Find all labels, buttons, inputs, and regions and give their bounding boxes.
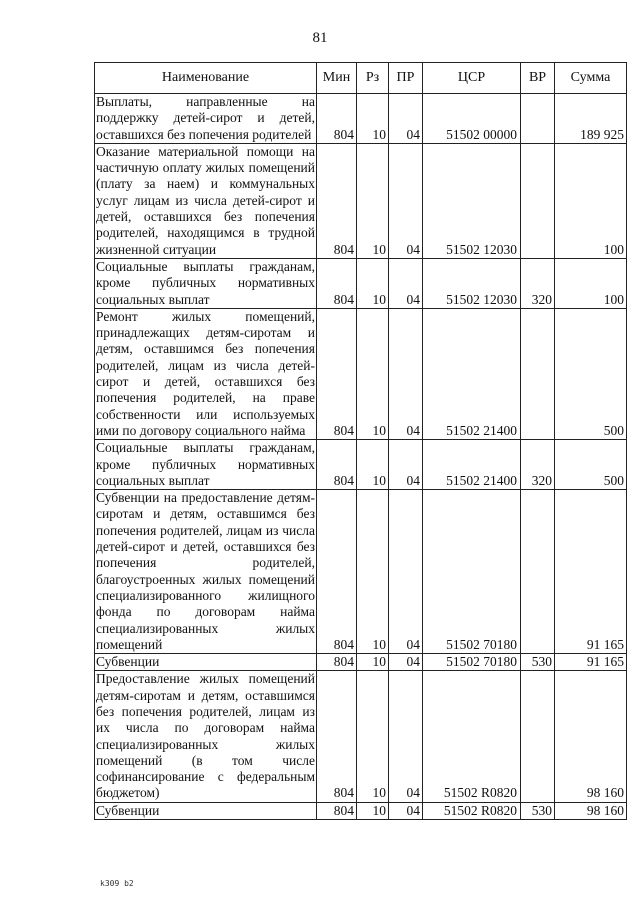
row-name: Выплаты, направленные на поддержку детей-сирот и детей, оставшихся без попечения родителей [96,94,315,142]
budget-table [94,62,627,820]
header-pr: ПР [389,63,423,94]
row-sum: 98 160 [555,671,627,802]
row-name: Социальные выплаты гражданам, кроме публичных нормативных социальных выплат [96,440,315,488]
row-csr: 51502 00000 [423,94,521,144]
row-pr: 04 [389,802,423,819]
row-vr: 320 [521,258,555,308]
row-csr: 51502 70180 [423,654,521,671]
header-vr: ВР [521,63,555,94]
row-rz: 10 [357,802,389,819]
row-csr: 51502 R0820 [423,671,521,802]
row-min: 804 [317,440,357,490]
table-row [95,258,627,308]
row-vr [521,308,555,439]
row-rz: 10 [357,490,389,654]
row-vr: 320 [521,440,555,490]
row-name: Субвенции [95,802,317,819]
table-row [95,802,627,819]
row-vr [521,94,555,144]
row-pr: 04 [389,308,423,439]
row-name: Предоставление жилых помещений детям-сиротам и детям, оставшимся без попечения родителей, лицам из их числа по договорам найма специализированных жилых помещений (в том числе софинансирование с федеральным бюджетом) [96,671,315,801]
row-name: Оказание материальной помощи на частичную оплату жилых помещений (плату за наем) и коммунальных услуг лицам из числа детей-сирот и детей, оставшихся без попечения родителей, находящимся в трудной жизненной ситуации [96,143,315,257]
row-sum: 100 [555,143,627,258]
row-pr: 04 [389,654,423,671]
row-sum: 189 925 [555,94,627,144]
table-row [95,308,627,439]
row-csr: 51502 R0820 [423,802,521,819]
row-pr: 04 [389,671,423,802]
header-csr: ЦСР [423,63,521,94]
row-sum: 98 160 [555,802,627,819]
row-rz: 10 [357,654,389,671]
row-name: Ремонт жилых помещений, принадлежащих детям-сиротам и детям, оставшимся без попечения родителей, лицам из числа детей-сирот и детей, оставшихся без попечения родителей, на праве собственности или используемых ими по договору социального найма [96,308,315,438]
row-name: Социальные выплаты гражданам, кроме публичных нормативных социальных выплат [96,258,315,307]
table-row [95,94,627,144]
table-row [95,671,627,802]
header-sum: Сумма [555,63,627,94]
table-row [95,654,627,671]
row-sum: 500 [555,308,627,439]
header-name: Наименование [95,63,317,94]
row-pr: 04 [389,94,423,144]
row-rz: 10 [357,258,389,308]
row-min: 804 [317,258,357,308]
row-vr [521,143,555,258]
row-sum: 91 165 [555,654,627,671]
row-csr: 51502 70180 [423,490,521,654]
row-min: 804 [317,308,357,439]
row-min: 804 [317,802,357,819]
row-vr [521,490,555,654]
header-rz: Рз [357,63,389,94]
row-sum: 100 [555,258,627,308]
table-row [95,490,627,654]
row-rz: 10 [357,94,389,144]
row-name: Субвенции на предоставление детям-сиротам и детям, оставшимся без попечения родителей, лицам из числа детей-сирот и детей, оставшихся без попечения родителей, благоустроенных жилых помещений специализированного жилищного фонда по договорам найма специализированных жилых помещений [96,490,315,652]
row-csr: 51502 21400 [423,308,521,439]
row-csr: 51502 12030 [423,258,521,308]
row-pr: 04 [389,258,423,308]
row-csr: 51502 21400 [423,440,521,490]
row-sum: 91 165 [555,490,627,654]
row-min: 804 [317,143,357,258]
row-vr: 530 [521,802,555,819]
row-pr: 04 [389,143,423,258]
table-header-row [95,63,627,94]
row-csr: 51502 12030 [423,143,521,258]
row-rz: 10 [357,143,389,258]
row-min: 804 [317,671,357,802]
row-min: 804 [317,490,357,654]
table-row [95,143,627,258]
row-rz: 10 [357,308,389,439]
row-vr: 530 [521,654,555,671]
row-vr [521,671,555,802]
row-sum: 500 [555,440,627,490]
row-pr: 04 [389,440,423,490]
row-name: Субвенции [95,654,317,671]
row-pr: 04 [389,490,423,654]
footer-code: k309 b2 [100,879,134,888]
row-rz: 10 [357,671,389,802]
header-min: Мин [317,63,357,94]
table-row [95,440,627,490]
row-min: 804 [317,654,357,671]
page-number: 81 [312,30,328,46]
row-min: 804 [317,94,357,144]
row-rz: 10 [357,440,389,490]
